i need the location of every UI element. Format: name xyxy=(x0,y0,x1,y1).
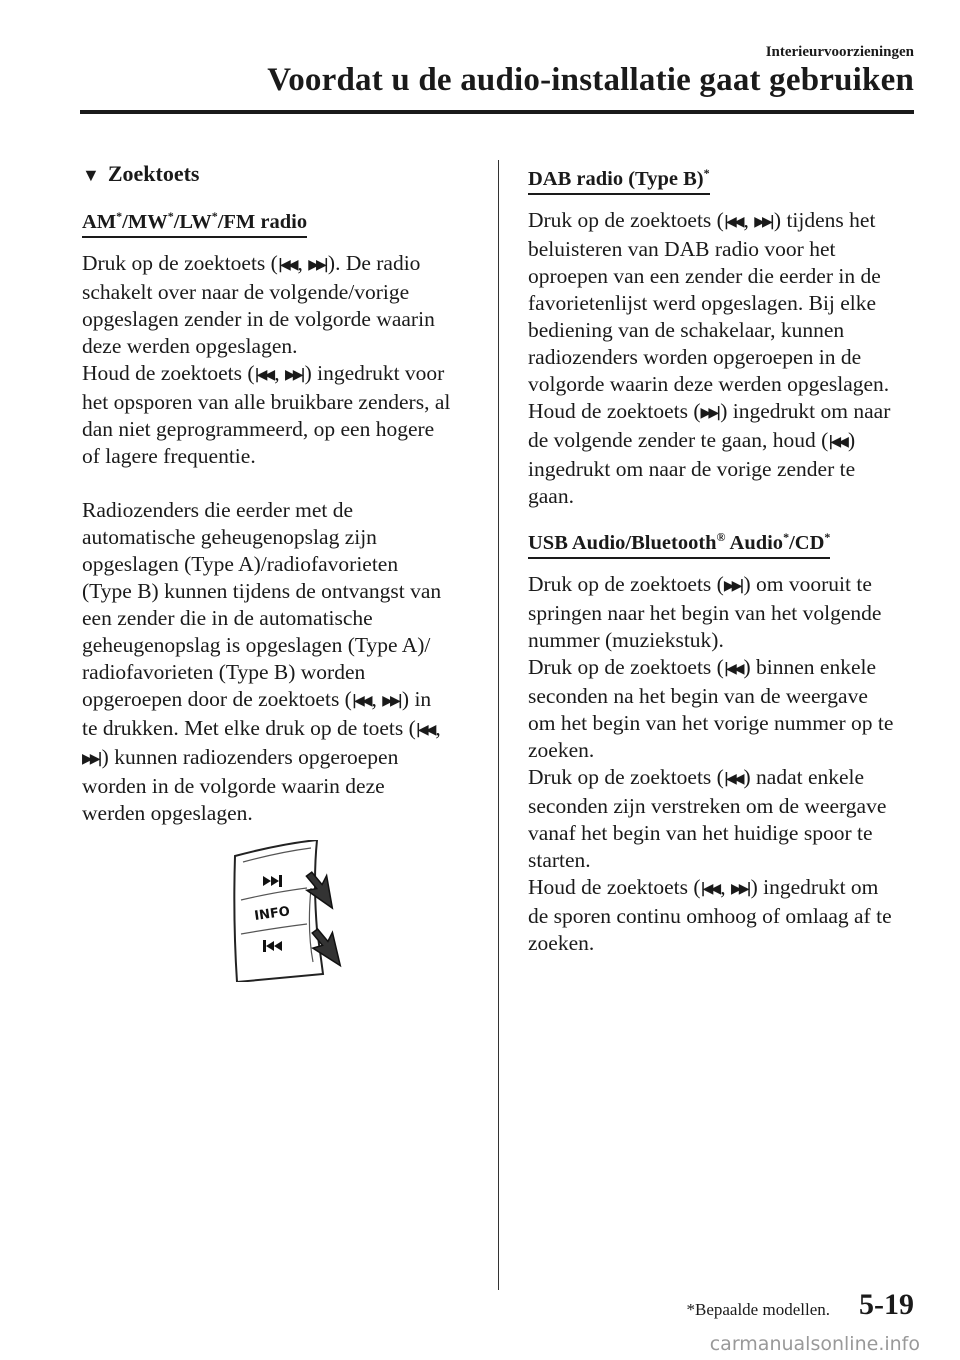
column-divider xyxy=(498,160,499,1290)
prev-track-icon: |◀◀ xyxy=(700,880,719,897)
asterisk-mark: * xyxy=(783,529,790,544)
text-line xyxy=(82,715,470,744)
text-line xyxy=(82,306,470,333)
text-line xyxy=(82,389,470,416)
header-rule xyxy=(80,110,914,114)
text-segment: werden opgeslagen. xyxy=(82,800,253,825)
text-segment: springen naar het begin van het volgende xyxy=(528,600,882,625)
prev-track-icon: |◀◀ xyxy=(723,660,742,677)
next-track-icon: ▶▶| xyxy=(284,366,303,383)
text-segment: ) binnen enkele xyxy=(743,654,877,679)
text-segment: nummer (muziekstuk). xyxy=(528,627,724,652)
text-segment: de volgende zender te gaan, houd ( xyxy=(528,427,829,452)
asterisk-mark: * xyxy=(211,209,218,223)
text-line xyxy=(82,800,470,827)
next-track-icon: ▶▶| xyxy=(308,256,326,273)
text-segment: seconden na het begin van de weergave xyxy=(528,683,868,708)
text-segment: Houd de zoektoets ( xyxy=(82,360,255,385)
text-line xyxy=(528,793,916,820)
text-segment: een zender die in de automatische xyxy=(82,605,373,630)
text-line xyxy=(528,483,916,510)
text-line xyxy=(82,605,470,632)
registered-mark: ® xyxy=(716,529,726,544)
text-segment: starten. xyxy=(528,847,591,872)
next-track-icon: ▶▶| xyxy=(730,880,749,897)
prev-track-icon: |◀◀ xyxy=(351,692,370,709)
section-title-text: Zoektoets xyxy=(107,161,200,186)
text-line xyxy=(528,236,916,263)
text-line xyxy=(528,903,916,930)
text-segment: oproepen van een zender die eerder in de xyxy=(528,263,881,288)
page-title: Voordat u de audio-installatie gaat gebruiken xyxy=(267,62,914,98)
text-segment: Houd de zoektoets ( xyxy=(528,874,701,899)
text-segment: schakelt over naar de volgende/vorige xyxy=(82,279,410,304)
text-segment: ) tijdens het xyxy=(773,207,876,232)
text-line xyxy=(82,279,470,306)
paragraph-dab xyxy=(528,207,916,510)
text-segment: Druk op de zoektoets ( xyxy=(82,250,278,275)
text-line xyxy=(528,344,916,371)
text-segment: (Type B) kunnen tijdens de ontvangst van xyxy=(82,578,442,603)
text-line xyxy=(528,456,916,483)
text-segment: opgeslagen (Type A)/radiofavorieten xyxy=(82,551,399,576)
text-line xyxy=(82,632,470,659)
section-title xyxy=(82,160,470,189)
subheading-am-mw-lw-fm xyxy=(82,203,307,238)
text-segment: of lagere frequentie. xyxy=(82,443,256,468)
steering-switch-illustration xyxy=(225,840,345,982)
text-segment: ) om vooruit te xyxy=(743,571,872,596)
text-line xyxy=(82,773,470,800)
text-line xyxy=(528,654,916,683)
text-segment: dan niet geprogrammeerd, op een hogere xyxy=(82,416,435,441)
text-segment: beluisteren van DAB radio voor het xyxy=(528,236,836,261)
text-segment: automatische geheugenopslag zijn xyxy=(82,524,377,549)
text-line xyxy=(528,317,916,344)
text-line xyxy=(528,710,916,737)
text-segment: geheugenopslag is opgeslagen (Type A)/ xyxy=(82,632,431,657)
footnote: *Bepaalde modellen. xyxy=(686,1300,830,1319)
text-line xyxy=(528,930,916,957)
text-segment: zoeken. xyxy=(528,737,595,762)
text-line xyxy=(82,497,470,524)
subheading-dab xyxy=(528,160,710,195)
sub3-usb-bt: USB Audio/Bluetooth xyxy=(528,531,717,554)
prev-track-icon: |◀◀ xyxy=(723,213,742,230)
paragraph-radio-presets xyxy=(82,497,470,827)
text-segment: Houd de zoektoets ( xyxy=(528,398,701,423)
text-segment: gaan. xyxy=(528,483,574,508)
text-line xyxy=(528,263,916,290)
text-line xyxy=(82,416,470,443)
triangle-down-icon: ▼ xyxy=(82,165,100,185)
text-segment: radiofavorieten (Type B) worden xyxy=(82,659,366,684)
text-segment: te drukken. Met elke druk op de toets ( xyxy=(82,715,416,740)
text-segment: zoeken. xyxy=(528,930,595,955)
text-segment: Druk op de zoektoets ( xyxy=(528,654,724,679)
sub1-lw: /LW xyxy=(173,210,212,233)
text-line xyxy=(82,659,470,686)
left-column xyxy=(82,160,470,841)
text-segment: opgeroepen door de zoektoets ( xyxy=(82,686,352,711)
prev-track-icon: |◀◀ xyxy=(828,433,846,450)
header-section-label: Interieurvoorzieningen xyxy=(765,44,914,60)
text-segment: Druk op de zoektoets ( xyxy=(528,207,724,232)
text-line xyxy=(82,250,470,279)
figure-info-label: INFO xyxy=(253,904,291,924)
text-segment: opgeslagen zender in de volgorde waarin xyxy=(82,306,435,331)
text-line xyxy=(82,551,470,578)
text-line xyxy=(528,820,916,847)
text-line xyxy=(82,578,470,605)
text-segment: het opsporen van alle bruikbare zenders, al xyxy=(82,389,451,414)
sub2-text: DAB radio (Type B) xyxy=(528,167,704,190)
asterisk-mark: * xyxy=(167,209,174,223)
text-line xyxy=(82,744,470,773)
text-segment: , xyxy=(435,715,441,740)
prev-track-icon: |◀◀ xyxy=(415,721,434,738)
asterisk-mark: * xyxy=(703,166,710,180)
text-segment: bediening van de schakelaar, kunnen xyxy=(528,317,845,342)
paragraph-usb-bt-cd xyxy=(528,571,916,957)
text-segment: ) kunnen radiozenders opgeroepen xyxy=(101,744,399,769)
text-line xyxy=(528,847,916,874)
text-segment: ). De radio xyxy=(327,250,421,275)
next-track-icon: ▶▶| xyxy=(382,692,400,709)
paragraph-radio-seek xyxy=(82,250,470,470)
text-segment: ) ingedrukt om xyxy=(750,874,879,899)
text-line xyxy=(528,683,916,710)
sub1-am: AM xyxy=(82,210,117,233)
text-segment: ) in xyxy=(401,686,432,711)
asterisk-mark: * xyxy=(824,529,831,544)
text-segment: vanaf het begin van het huidige spoor te xyxy=(528,820,873,845)
text-segment: , xyxy=(297,250,309,275)
text-segment: ) ingedrukt om naar xyxy=(720,398,891,423)
sub1-mw: /MW xyxy=(122,210,168,233)
text-line xyxy=(82,360,470,389)
text-line xyxy=(528,427,916,456)
text-segment: Radiozenders die eerder met de xyxy=(82,497,354,522)
next-track-icon: ▶▶| xyxy=(700,404,719,421)
text-segment: radiozenders worden opgeroepen in de xyxy=(528,344,862,369)
text-line xyxy=(528,764,916,793)
text-segment: om het begin van het vorige nummer op te xyxy=(528,710,894,735)
text-segment: worden in de volgorde waarin deze xyxy=(82,773,385,798)
text-line xyxy=(528,600,916,627)
prev-track-icon: |◀◀ xyxy=(277,256,296,273)
next-track-icon: ▶▶| xyxy=(754,213,772,230)
text-line xyxy=(82,524,470,551)
text-segment: , xyxy=(720,874,731,899)
text-segment: ) ingedrukt voor xyxy=(304,360,445,385)
text-segment: ingedrukt om naar de vorige zender te xyxy=(528,456,856,481)
prev-track-icon: |◀◀ xyxy=(723,770,742,787)
text-segment: , xyxy=(274,360,285,385)
page-number: 5-19 xyxy=(859,1288,914,1321)
asterisk-mark: * xyxy=(116,209,123,223)
text-line xyxy=(528,207,916,236)
text-segment: Druk op de zoektoets ( xyxy=(528,764,724,789)
text-line xyxy=(528,737,916,764)
text-line xyxy=(528,571,916,600)
next-track-icon: ▶▶| xyxy=(723,577,742,594)
prev-track-icon: |◀◀ xyxy=(254,366,273,383)
text-line xyxy=(528,371,916,398)
sub3-cd: /CD xyxy=(789,531,825,554)
text-line xyxy=(82,333,470,360)
text-segment: seconden zijn verstreken om de weergave xyxy=(528,793,887,818)
text-segment: de sporen continu omhoog of omlaag af te xyxy=(528,903,892,928)
watermark: carmanualsonline.info xyxy=(709,1333,920,1355)
text-line xyxy=(528,874,916,903)
subheading-usb-bt-cd xyxy=(528,524,830,559)
text-segment: ) nadat enkele xyxy=(743,764,865,789)
sub3-audio: Audio xyxy=(725,531,784,554)
text-segment: volgorde waarin deze werden opgeslagen. xyxy=(528,371,890,396)
text-segment: favorietenlijst werd opgeslagen. Bij elke xyxy=(528,290,877,315)
text-line xyxy=(528,627,916,654)
sub1-fm: /FM radio xyxy=(217,210,308,233)
next-track-icon: ▶▶| xyxy=(82,750,100,767)
text-segment: , xyxy=(371,686,383,711)
text-line xyxy=(528,398,916,427)
text-segment: deze werden opgeslagen. xyxy=(82,333,298,358)
text-segment: ) xyxy=(847,427,856,452)
text-segment: Druk op de zoektoets ( xyxy=(528,571,724,596)
text-line xyxy=(82,686,470,715)
text-line xyxy=(528,290,916,317)
text-segment: , xyxy=(743,207,755,232)
text-line xyxy=(82,443,470,470)
right-column xyxy=(528,160,916,971)
